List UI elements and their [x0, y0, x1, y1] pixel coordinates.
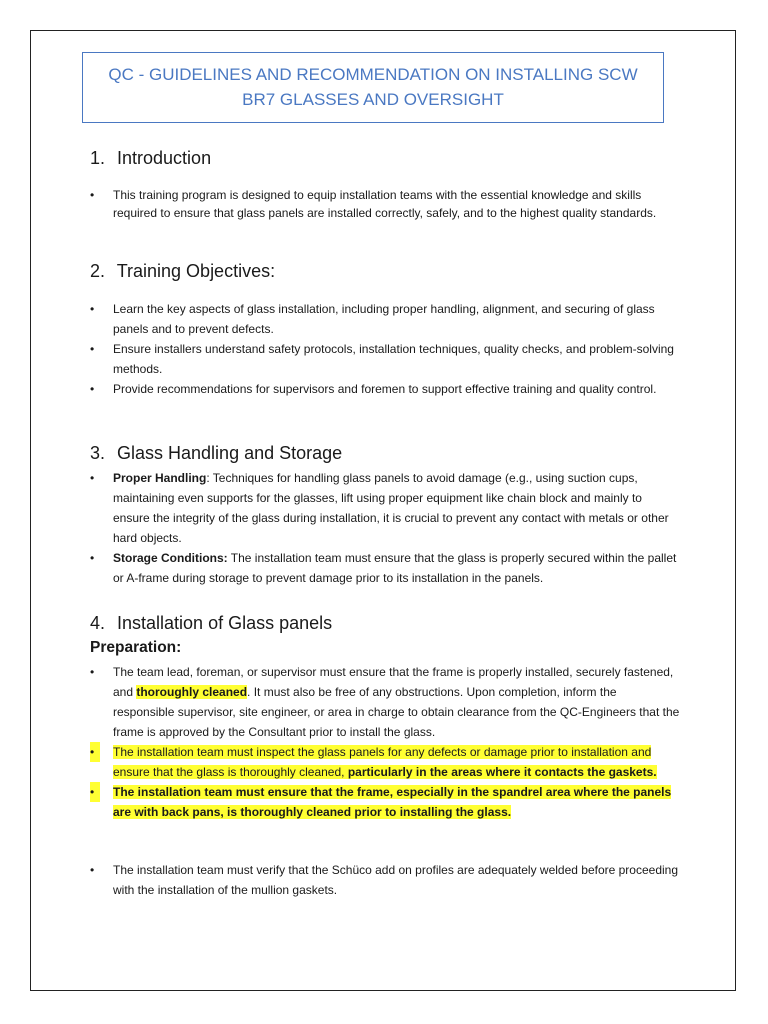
list-item-highlighted: • The installation team must inspect the glass panels for any defects or damage prior to installation and ensure that the glass is thoroughly cleaned, particularly in the areas where it contacts the gaskets. [90, 742, 680, 782]
objectives-list [90, 299, 680, 399]
list-item: • Provide recommendations for supervisors and foremen to support effective training and quality control. [90, 382, 657, 396]
title-box [82, 52, 664, 123]
preparation-list [90, 662, 680, 822]
preparation-subheading: Preparation: [90, 639, 182, 656]
document-page [30, 30, 736, 991]
handling-list [90, 468, 680, 588]
list-item: • Learn the key aspects of glass installation, including proper handling, alignment, and securing of glass panels and to prevent defects. [90, 302, 655, 336]
list-item: • The installation team must verify that the Schüco add on profiles are adequately welded before proceeding with the installation of the mullion gaskets. [90, 863, 679, 897]
proper-handling-label: Proper Handling [113, 471, 207, 485]
list-item: • Storage Conditions: The installation team must ensure that the glass is properly secured within the pallet or A-frame during storage to prevent damage prior to its installation in the panels. [90, 551, 677, 585]
list-item: • Ensure installers understand safety protocols, installation techniques, quality checks, and problem-solving methods. [90, 342, 674, 376]
list-item-highlighted: • The installation team must ensure that the frame, especially in the spandrel area where the panels are with back pans, is thoroughly cleaned prior to installing the glass. [90, 782, 680, 822]
section-heading-handling: 3. Glass Handling and Storage [90, 443, 343, 463]
title-line-2: BR7 GLASSES AND OVERSIGHT [242, 90, 504, 109]
storage-conditions-label: Storage Conditions: [113, 551, 228, 565]
section-heading-introduction: 1. Introduction [90, 148, 212, 168]
list-item: • Proper Handling: Techniques for handling glass panels to avoid damage (e.g., using suction cups, maintaining even supports for the glasses, lift using proper equipment like chain block and mainly to ensure the integrity of the glass during installation, it is crucial to prevent any contact with metals or other hard objects. [90, 471, 669, 545]
section-heading-installation: 4. Installation of Glass panels [90, 613, 333, 633]
introduction-list [90, 187, 680, 222]
list-item: • The team lead, foreman, or supervisor must ensure that the frame is properly installed, securely fastened, and thoroughly cleaned. It must also be free of any obstructions. Upon completion, inform the responsible supervisor, site engineer, or area in charge to obtain clearance from the QC-Engineers that the frame is approved by the Consultant prior to install the glass. [90, 665, 680, 739]
title-line-1: QC - GUIDELINES AND RECOMMENDATION ON INSTALLING SCW [108, 65, 638, 84]
preparation-list-continued [90, 860, 680, 900]
section-heading-objectives: 2. Training Objectives: [90, 261, 276, 281]
highlighted-text: thoroughly cleaned [136, 685, 248, 699]
list-item: • This training program is designed to equip installation teams with the essential knowledge and skills required to ensure that glass panels are installed correctly, safely, and to the highest quality standards. [90, 188, 657, 220]
